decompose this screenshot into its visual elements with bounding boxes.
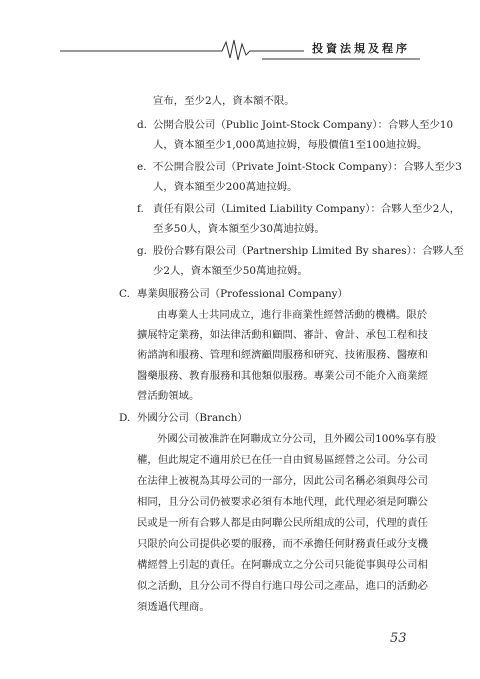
paragraph-line: 術諮詢和服務、管理和經濟顧問服務和研究、技術服務、醫療和: [137, 349, 428, 361]
list-item-line: 公開合股公司（Public Joint-Stock Company）：合夥人至少10: [153, 119, 454, 131]
list-marker: d.: [137, 119, 147, 131]
section-heading: 外國分公司（Branch）: [137, 412, 248, 424]
paragraph-line: 由專業人士共同成立，進行非商業性經營活動的機構。限於: [157, 309, 428, 321]
list-item-line: 至多50人，資本額至少30萬迪拉姆。: [153, 223, 325, 235]
list-item-line: 不公開合股公司（Private Joint-Stock Company）：合夥人至少3: [153, 161, 462, 173]
paragraph-line: 相同，且分公司仍被要求必須有本地代理，此代理必須是阿聯公: [137, 496, 428, 508]
paragraph-line: 權，但此規定不適用於已在任一自由貿易區經營之公司。分公司: [137, 454, 428, 466]
paragraph-line: 外國公司被准許在阿聯成立分公司，且外國公司100%享有股: [157, 433, 437, 445]
paragraph-line: 只限於向公司提供必要的服務，而不承擔任何財務責任或分支機: [137, 538, 428, 550]
paragraph-line: 擴展特定業務，如法律活動和顧問、審計、會計、承包工程和技: [137, 329, 428, 341]
section-marker: C.: [119, 288, 130, 300]
page-number: 53: [390, 631, 407, 646]
list-item-line: 少2人，資本額至少50萬迪拉姆。: [153, 265, 308, 277]
list-item-line: 責任有限公司（Limited Liability Company）：合夥人至少2人，: [153, 203, 461, 215]
list-item-line: 股份合夥有限公司（Partnership Limited By shares）：合夥人至: [153, 245, 464, 257]
section-marker: D.: [119, 412, 131, 424]
paragraph-line: 須透過代理商。: [137, 601, 210, 613]
header-title: 投資法規及程序: [312, 42, 410, 55]
paragraph-line: 醫藥服務、教育服務和其他類似服務。專業公司不能介入商業經: [137, 370, 428, 382]
intro-line: 宣布，至少2人，資本額不限。: [153, 95, 295, 107]
paragraph-line: 民或是一所有合夥人都是由阿聯公民所組成的公司，代理的責任: [137, 517, 428, 529]
section-heading: 專業與服務公司（Professional Company）: [137, 288, 348, 300]
paragraph-line: 似之活動，且分公司不得自行進口母公司之產品，進口的活動必: [137, 580, 428, 592]
list-marker: g.: [137, 245, 147, 257]
list-item-line: 人，資本額至少1,000萬迪拉姆，每股價值1至100迪拉姆。: [153, 139, 428, 151]
list-item-line: 人，資本額至少200萬迪拉姆。: [153, 181, 298, 193]
paragraph-line: 構經營上引起的責任。在阿聯成立之分公司只能從事與母公司相: [137, 559, 428, 571]
list-marker: e.: [137, 161, 147, 173]
list-marker: f.: [137, 203, 144, 215]
paragraph-line: 營活動領域。: [137, 390, 200, 402]
paragraph-line: 在法律上被視為其母公司的一部分，因此公司名稱必須與母公司: [137, 475, 428, 487]
